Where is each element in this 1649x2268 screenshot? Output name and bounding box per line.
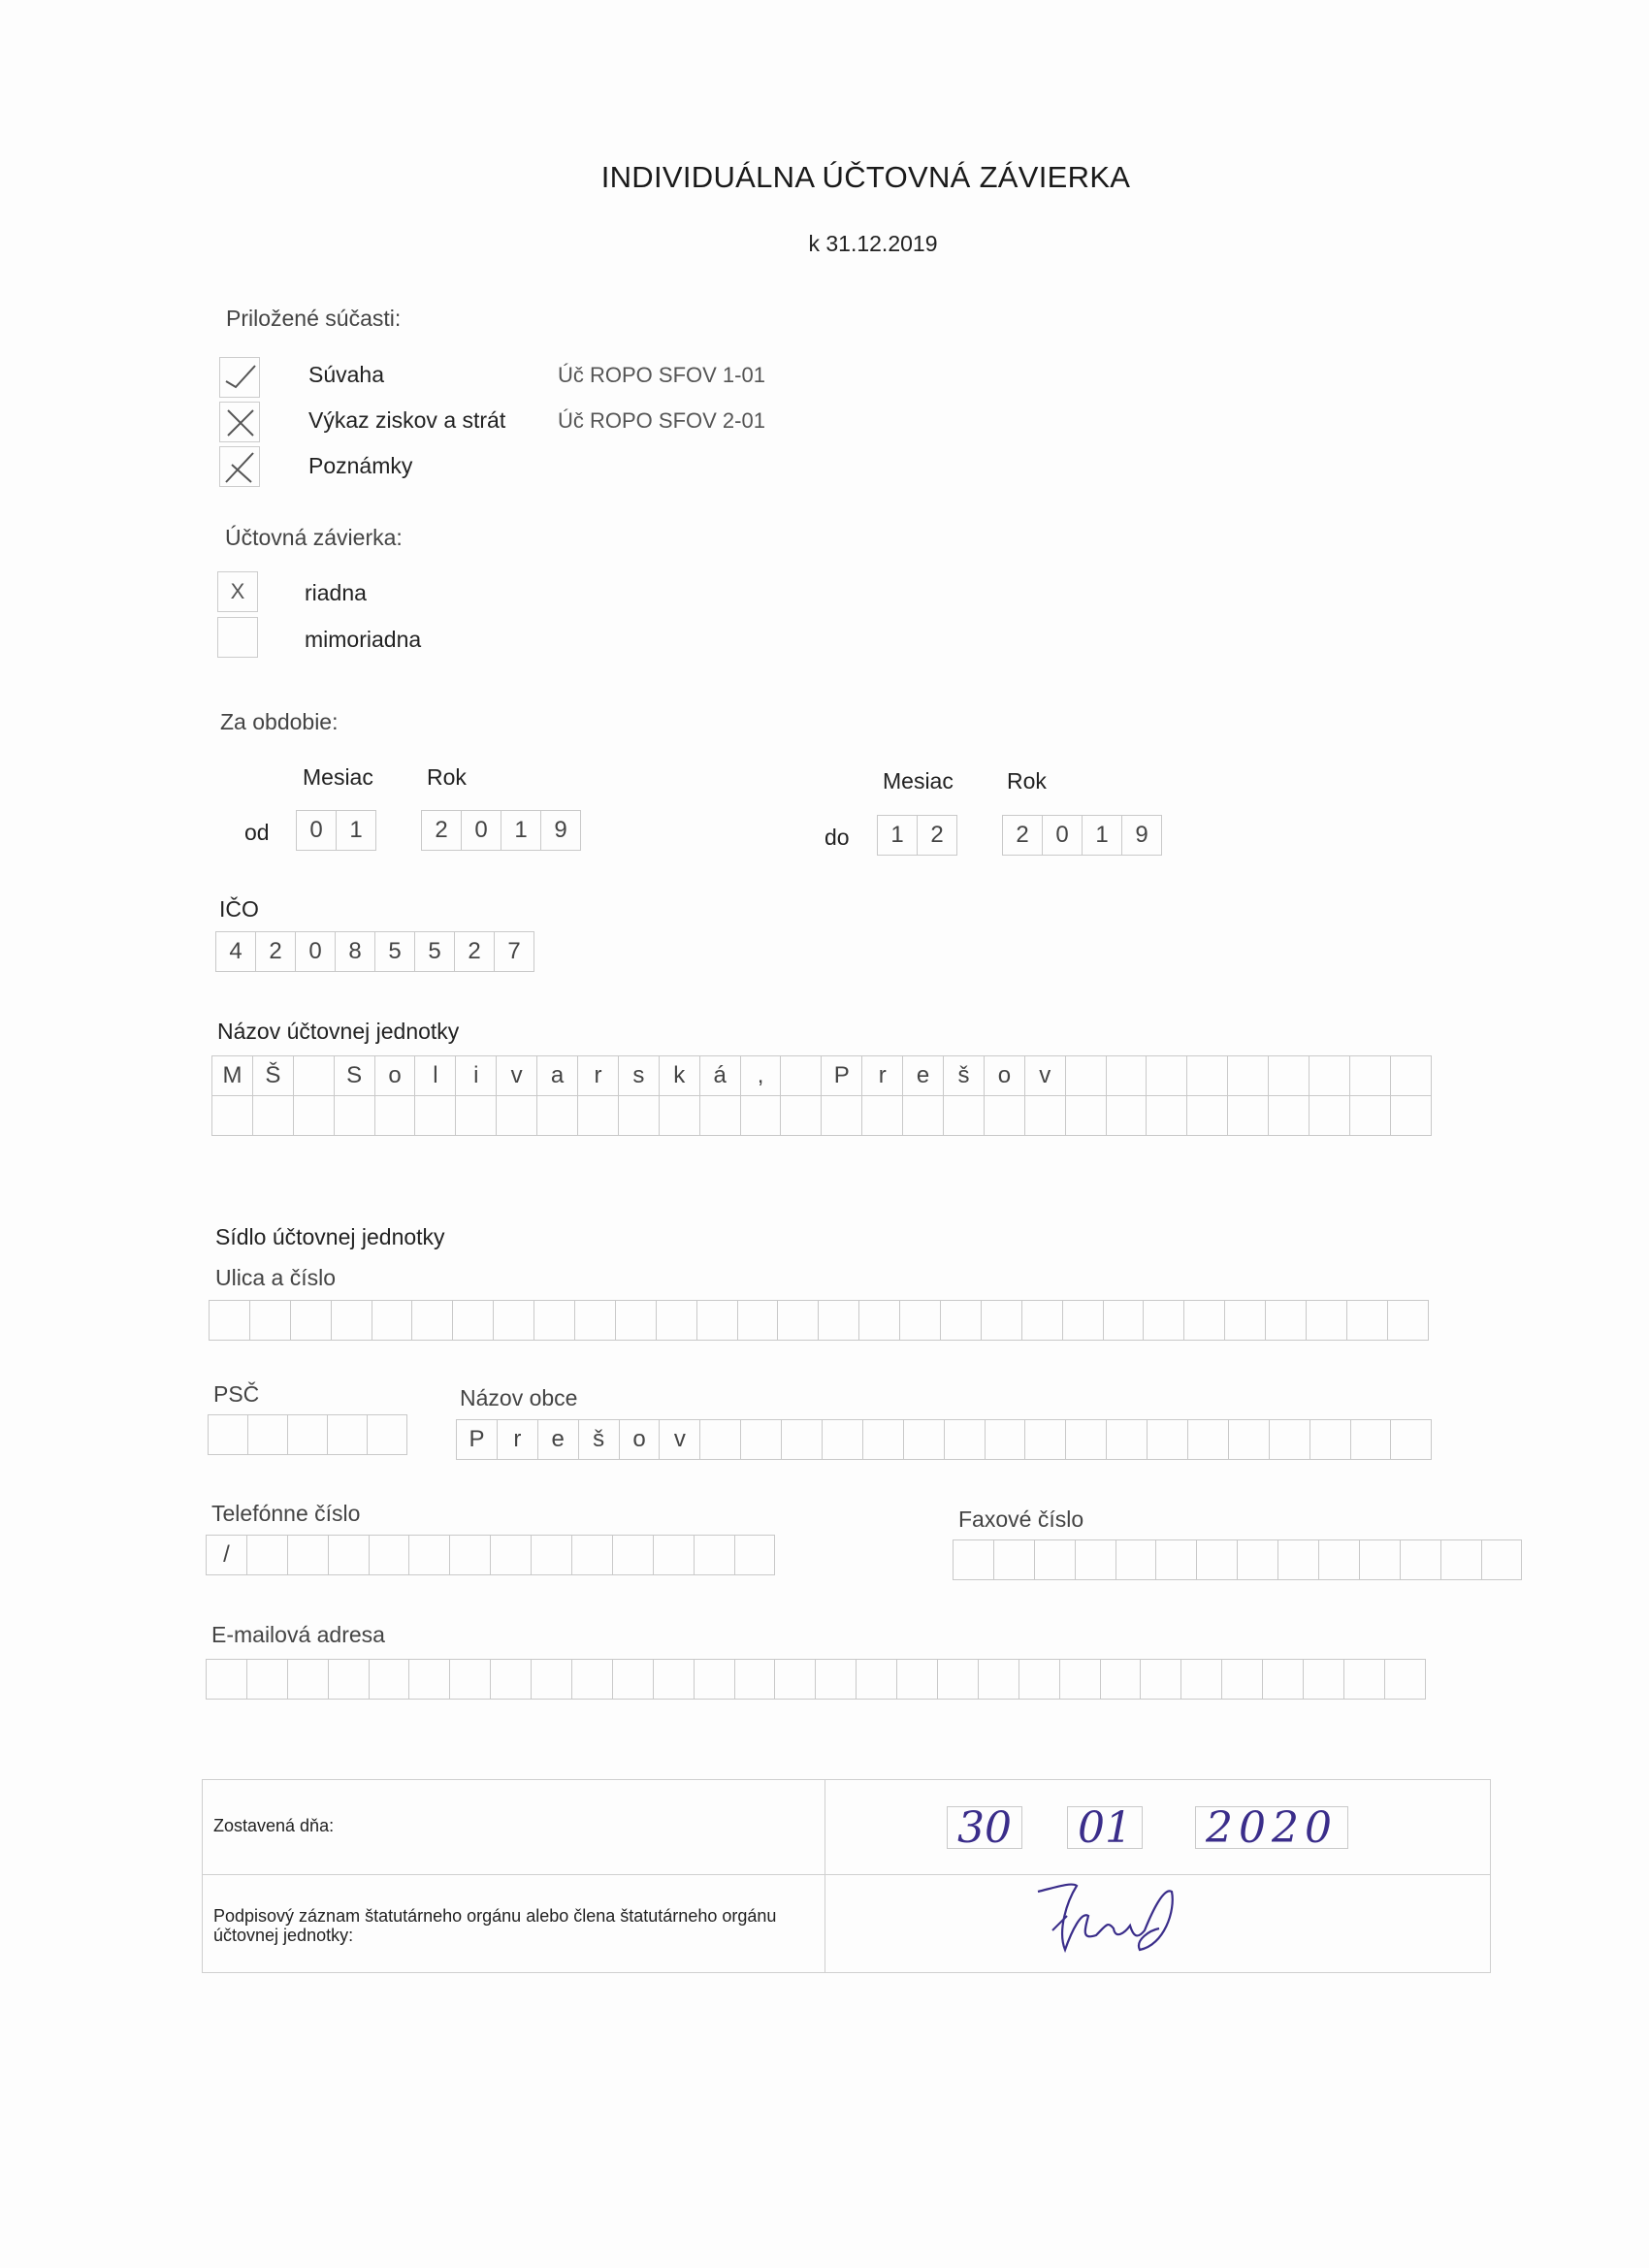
to-label: do — [824, 825, 850, 850]
to-year-label: Rok — [1007, 768, 1047, 794]
name-row-2 — [211, 1095, 1431, 1136]
digit-cell: 9 — [1121, 815, 1162, 856]
char-cell: P — [456, 1419, 498, 1460]
char-cell: l — [414, 1055, 456, 1096]
char-cell — [1065, 1055, 1107, 1096]
char-cell: o — [984, 1055, 1025, 1096]
digit-cell: 0 — [461, 810, 501, 851]
attachments-heading: Priložené súčasti: — [226, 306, 402, 331]
digit-cell: 0 — [1042, 815, 1083, 856]
ico-label: IČO — [219, 896, 259, 922]
compiled-day-field[interactable] — [947, 1802, 1021, 1853]
from-label: od — [244, 820, 270, 845]
char-cell: Š — [252, 1055, 294, 1096]
fax-label: Faxové číslo — [958, 1507, 1084, 1532]
cross-mark-icon — [220, 403, 261, 443]
closing-option-label: mimoriadna — [305, 627, 422, 652]
document-title: INDIVIDUÁLNA ÚČTOVNÁ ZÁVIERKA — [600, 160, 1131, 194]
name-row-1 — [211, 1055, 1431, 1096]
checkbox-poznamky[interactable] — [219, 446, 260, 487]
compiled-year: 2020 — [1206, 1802, 1338, 1853]
signature-divider — [202, 1874, 1491, 1875]
compiled-day: 30 — [957, 1802, 1012, 1853]
from-month-field[interactable] — [296, 810, 375, 851]
handwritten-signature — [1028, 1872, 1193, 1979]
document-date: k 31.12.2019 — [808, 231, 938, 256]
digit-cell: 0 — [296, 810, 337, 851]
char-cell: š — [943, 1055, 985, 1096]
char-cell: k — [659, 1055, 700, 1096]
closing-option-label: riadna — [305, 580, 367, 605]
digit-cell: 4 — [215, 931, 256, 972]
char-cell: v — [1024, 1055, 1066, 1096]
closing-heading: Účtovná závierka: — [225, 525, 403, 550]
digit-cell: 1 — [501, 810, 541, 851]
attachment-label: Súvaha — [308, 362, 385, 387]
char-cell — [780, 1055, 822, 1096]
char-cell: o — [619, 1419, 661, 1460]
signature-label: Podpisový záznam štatutárneho orgánu alebo člena štatutárneho orgánu účtovnej jednotky: — [213, 1906, 777, 1945]
attachment-label: Poznámky — [308, 453, 413, 478]
char-cell — [1186, 1055, 1228, 1096]
digit-cell: 2 — [255, 931, 296, 972]
digit-cell: 1 — [877, 815, 918, 856]
digit-cell: 5 — [374, 931, 415, 972]
from-year-field[interactable] — [421, 810, 580, 851]
name-field[interactable] — [211, 1055, 1431, 1136]
email-field[interactable] — [206, 1659, 1425, 1700]
char-cell: / — [206, 1535, 247, 1575]
char-cell: P — [821, 1055, 862, 1096]
char-cell — [1106, 1055, 1148, 1096]
checkbox-mimoriadna[interactable] — [217, 617, 258, 658]
char-cell: i — [455, 1055, 497, 1096]
fax-field[interactable] — [953, 1539, 1521, 1580]
char-cell: o — [374, 1055, 416, 1096]
to-month-field[interactable] — [877, 815, 956, 856]
street-label: Ulica a číslo — [215, 1265, 336, 1290]
checkbox-vykaz[interactable] — [219, 402, 260, 442]
from-year-label: Rok — [427, 764, 467, 790]
name-label: Názov účtovnej jednotky — [217, 1019, 460, 1044]
char-cell: e — [902, 1055, 944, 1096]
char-cell: a — [536, 1055, 578, 1096]
char-cell — [1227, 1055, 1269, 1096]
char-cell: r — [861, 1055, 903, 1096]
digit-cell: 0 — [295, 931, 336, 972]
digit-cell: 2 — [454, 931, 495, 972]
char-cell — [1146, 1055, 1187, 1096]
psc-label: PSČ — [213, 1381, 260, 1407]
char-cell: v — [496, 1055, 537, 1096]
compiled-label: Zostavená dňa: — [213, 1816, 335, 1835]
digit-cell: 5 — [414, 931, 455, 972]
checkbox-suvaha[interactable] — [219, 357, 260, 398]
char-cell — [293, 1055, 335, 1096]
attachment-code: Úč ROPO SFOV 2-01 — [558, 408, 765, 433]
town-label: Názov obce — [460, 1385, 578, 1410]
char-cell: v — [659, 1419, 700, 1460]
char-cell — [1390, 1055, 1432, 1096]
to-year-field[interactable] — [1002, 815, 1161, 856]
ico-field[interactable] — [215, 931, 534, 972]
attachment-label: Výkaz ziskov a strát — [308, 407, 506, 433]
char-cell: , — [740, 1055, 782, 1096]
digit-cell: 2 — [421, 810, 462, 851]
checkbox-riadna[interactable]: X — [217, 571, 258, 612]
phone-field[interactable] — [206, 1535, 774, 1575]
char-cell: s — [618, 1055, 660, 1096]
digit-cell: 1 — [336, 810, 376, 851]
digit-cell: 8 — [335, 931, 375, 972]
from-month-label: Mesiac — [303, 764, 373, 790]
digit-cell: 7 — [494, 931, 534, 972]
compiled-month: 01 — [1078, 1802, 1132, 1853]
char-cell: š — [578, 1419, 620, 1460]
period-heading: Za obdobie: — [220, 709, 339, 734]
char-cell: S — [334, 1055, 375, 1096]
char-cell — [1309, 1055, 1350, 1096]
cross-mark-icon — [220, 447, 261, 488]
check-mark-icon — [220, 358, 261, 399]
char-cell — [1349, 1055, 1391, 1096]
char-cell: á — [699, 1055, 741, 1096]
char-cell — [1268, 1055, 1310, 1096]
email-label: E-mailová adresa — [211, 1622, 385, 1647]
street-field[interactable] — [209, 1300, 1428, 1341]
char-cell: M — [211, 1055, 253, 1096]
digit-cell: 9 — [540, 810, 581, 851]
char-cell: r — [577, 1055, 619, 1096]
address-heading: Sídlo účtovnej jednotky — [215, 1224, 445, 1249]
attachment-code: Úč ROPO SFOV 1-01 — [558, 363, 765, 387]
compiled-month-field[interactable] — [1067, 1802, 1142, 1853]
char-cell: e — [537, 1419, 579, 1460]
digit-cell: 2 — [1002, 815, 1043, 856]
signature-column-divider — [824, 1779, 825, 1973]
compiled-year-field[interactable] — [1195, 1802, 1347, 1853]
to-month-label: Mesiac — [883, 768, 954, 794]
town-field[interactable] — [456, 1419, 1431, 1460]
char-cell: r — [497, 1419, 538, 1460]
digit-cell: 1 — [1082, 815, 1122, 856]
phone-label: Telefónne číslo — [211, 1501, 361, 1526]
psc-field[interactable] — [208, 1414, 406, 1455]
digit-cell: 2 — [917, 815, 957, 856]
